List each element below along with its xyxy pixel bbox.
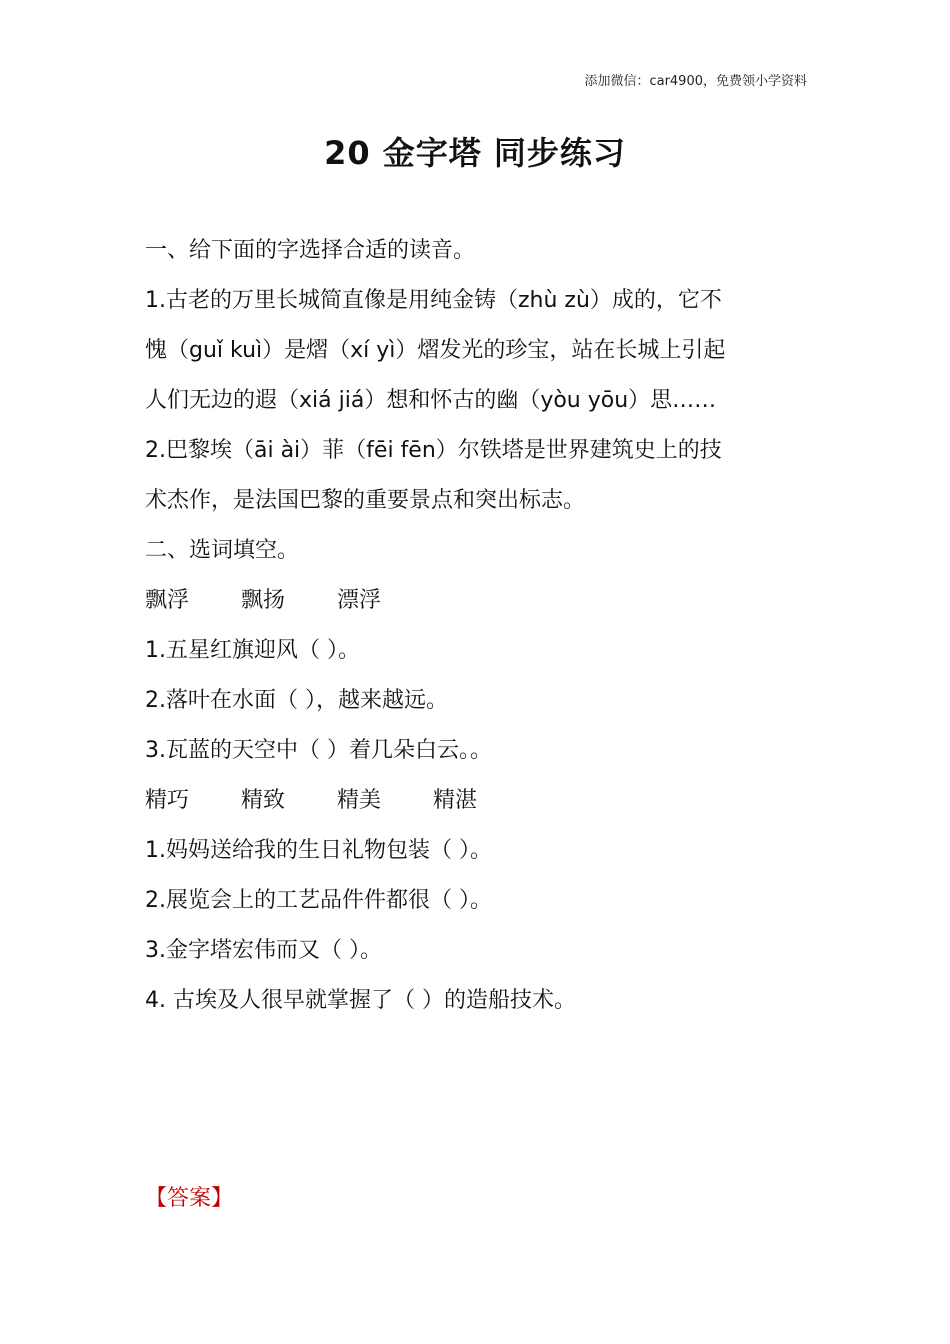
fill-question: 1.妈妈送给我的生日礼物包装（ ）。 xyxy=(145,838,492,863)
word-option: 精湛 xyxy=(433,788,478,813)
word-options-group1 xyxy=(145,576,810,626)
fill-question: 1.五星红旗迎风（ ）。 xyxy=(145,638,360,663)
page-title: 20 金字塔 同步练习 xyxy=(324,134,626,172)
watermark-text: 添加微信：car4900，免费领小学资料 xyxy=(584,74,807,89)
q1-line-3: 人们无边的遐（xiá jiá）想和怀古的幽（yòu yōu）思…… xyxy=(145,388,717,413)
word-options-group2 xyxy=(145,776,810,826)
q2-line-2: 术杰作，是法国巴黎的重要景点和突出标志。 xyxy=(145,488,586,513)
answer-label: 【答案】 xyxy=(145,1186,234,1211)
fill-question: 3.金字塔宏伟而又（ ）。 xyxy=(145,938,382,963)
word-option: 精美 xyxy=(337,788,382,813)
word-option: 漂浮 xyxy=(337,588,382,613)
q2-line-1: 2.巴黎埃（āi ài）菲（fēi fēn）尔铁塔是世界建筑史上的技 xyxy=(145,438,722,463)
fill-question: 4. 古埃及人很早就掌握了（ ）的造船技术。 xyxy=(145,988,576,1013)
q1-line-2: 愧（guǐ kuì）是熠（xí yì）熠发光的珍宝，站在长城上引起 xyxy=(145,338,726,363)
word-option: 飘浮 xyxy=(145,588,190,613)
word-option: 精致 xyxy=(241,788,286,813)
exercise-content xyxy=(145,226,810,1026)
section2-heading: 二、选词填空。 xyxy=(145,538,300,563)
word-option: 精巧 xyxy=(145,788,190,813)
fill-question: 2.展览会上的工艺品件件都很（ ）。 xyxy=(145,888,492,913)
fill-question: 3.瓦蓝的天空中（ ）着几朵白云。。 xyxy=(145,738,492,763)
fill-question: 2.落叶在水面（ ），越来越远。 xyxy=(145,688,448,713)
q1-line-1: 1.古老的万里长城简直像是用纯金铸（zhù zù）成的，它不 xyxy=(145,288,722,313)
section1-heading: 一、给下面的字选择合适的读音。 xyxy=(145,238,476,263)
word-option: 飘扬 xyxy=(241,588,286,613)
